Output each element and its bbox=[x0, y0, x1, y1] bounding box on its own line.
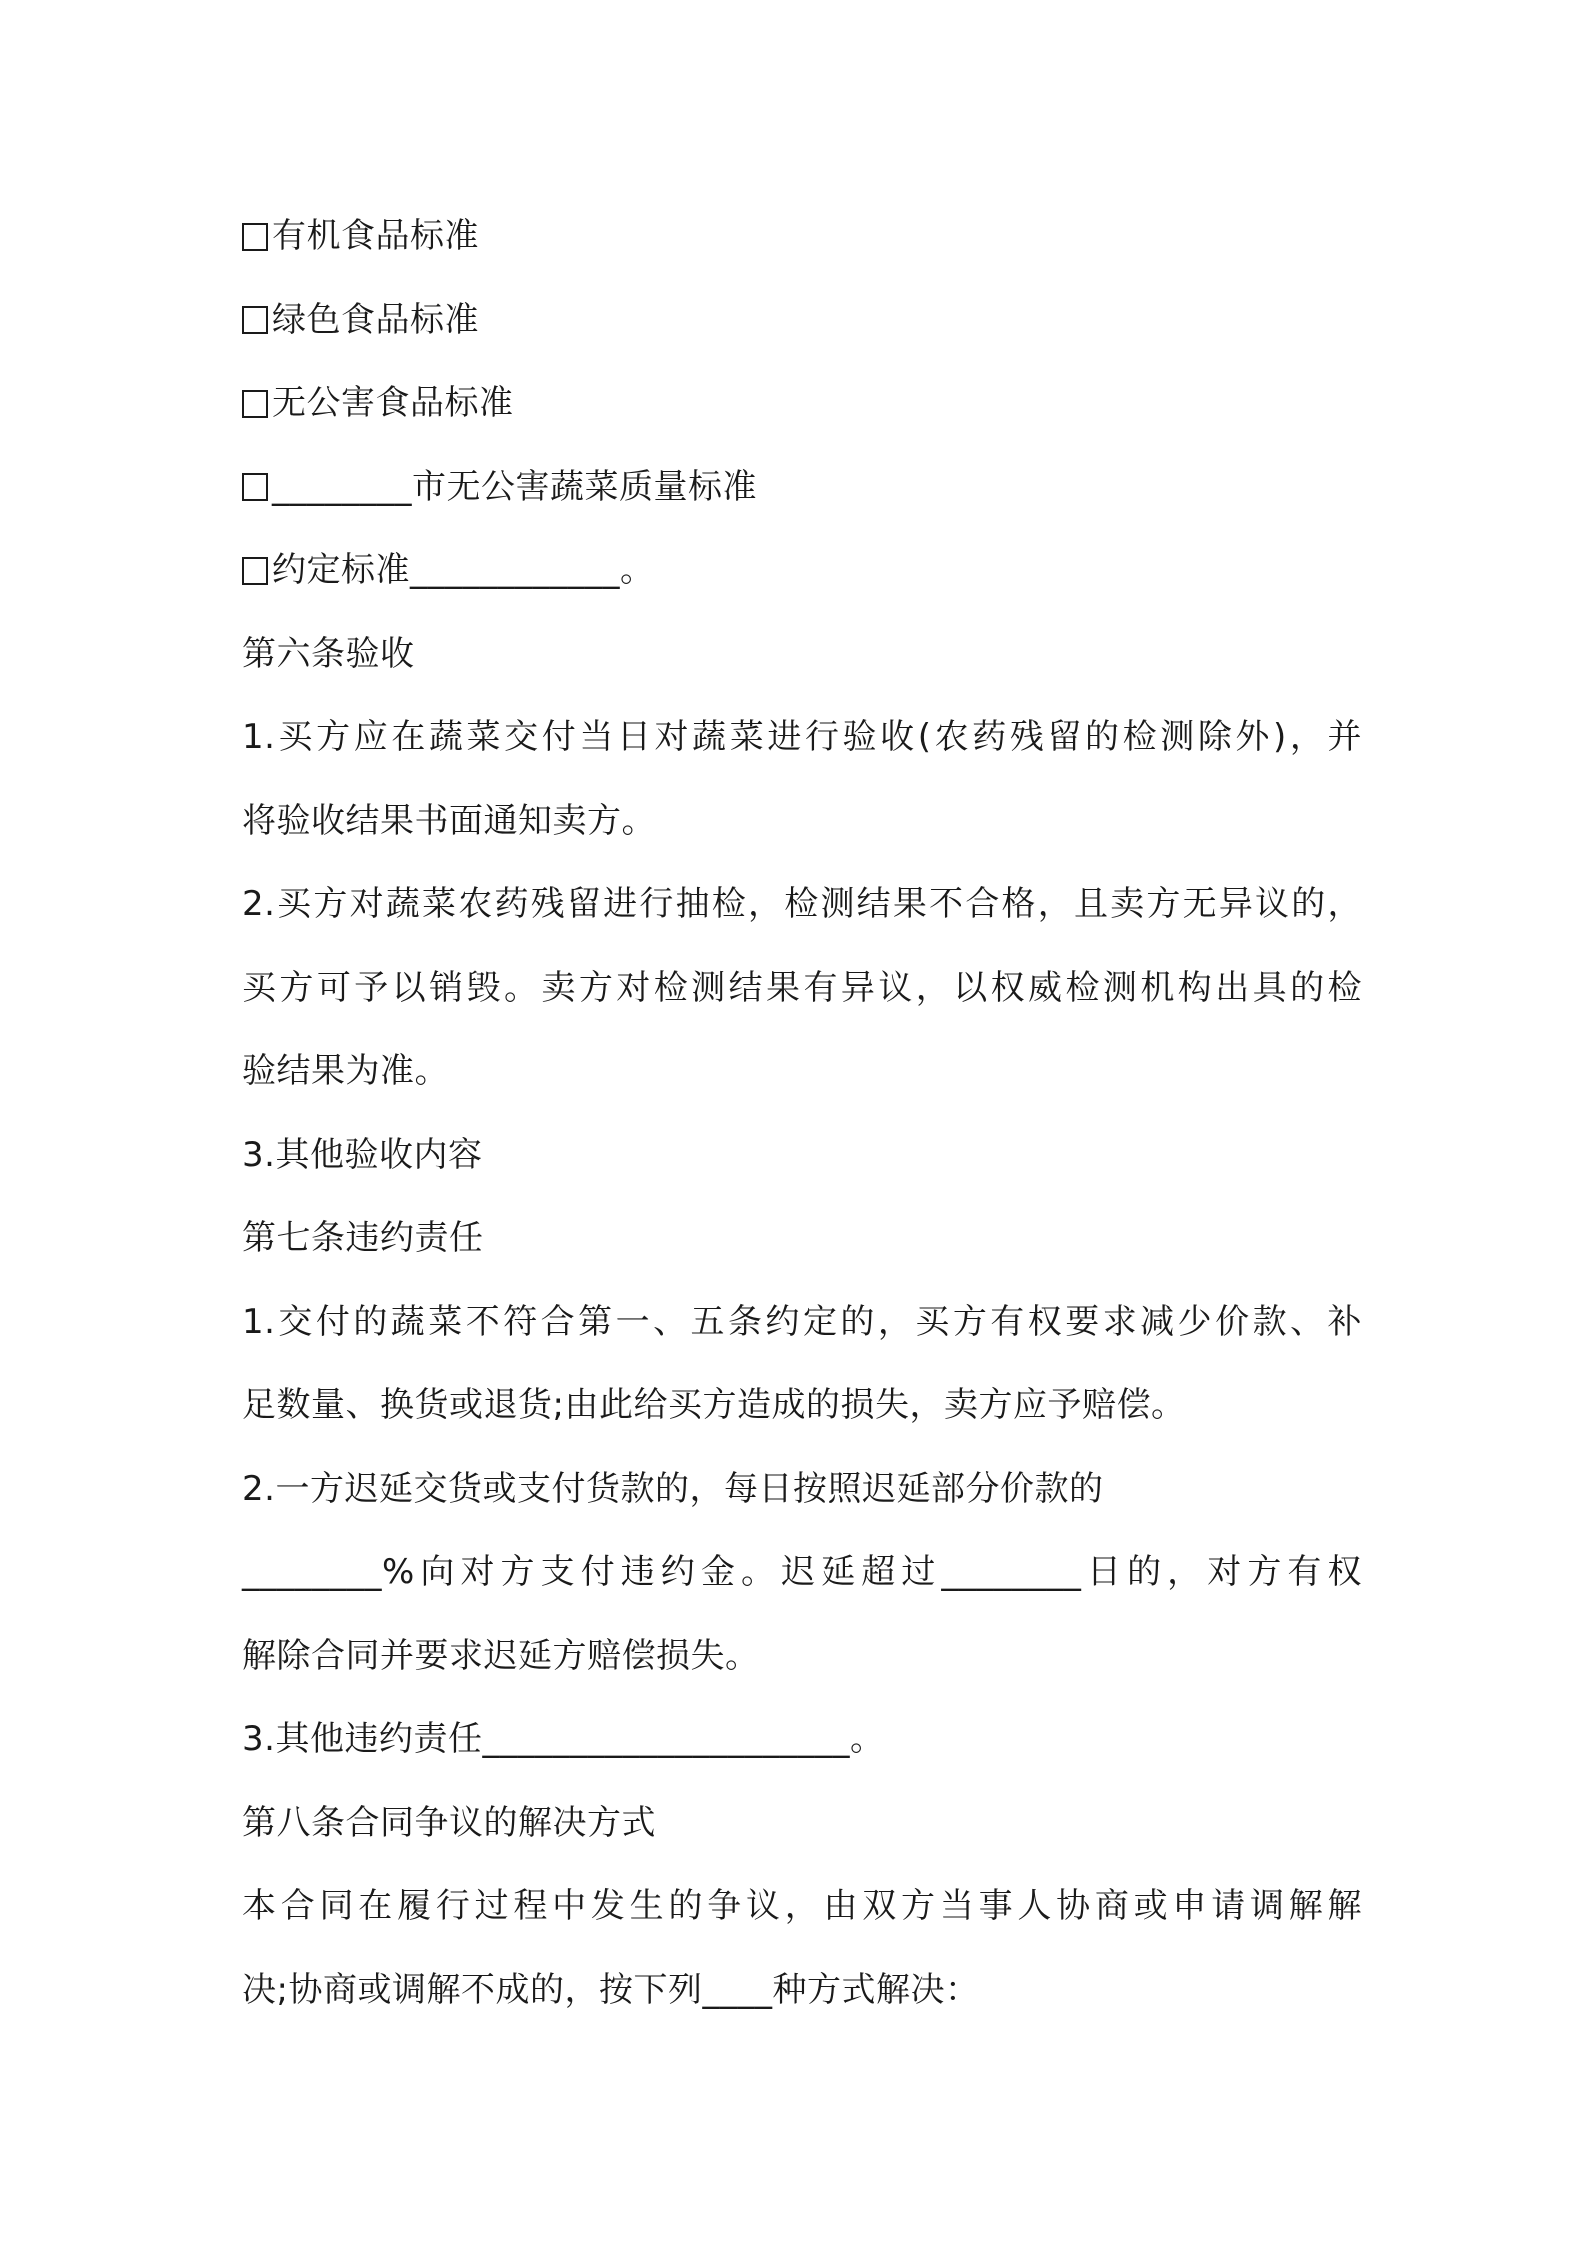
article7-paragraph2-line2: ________%向对方支付违约金。迟延超过________日的，对方有权 bbox=[242, 1552, 1362, 1592]
document-body bbox=[242, 195, 1362, 2032]
article8-paragraph1-line1: 本合同在履行过程中发生的争议，由双方当事人协商或申请调解解 bbox=[242, 1886, 1362, 1926]
checkbox-label: ________市无公害蔬菜质量标准 bbox=[272, 466, 757, 507]
article7-paragraph1-line1: 1.交付的蔬菜不符合第一、五条约定的，买方有权要求减少价款、补 bbox=[242, 1301, 1362, 1342]
article6-paragraph2-line2: 买方可予以销毁。卖方对检测结果有异议，以权威检测机构出具的检 bbox=[242, 967, 1362, 1008]
checkbox-icon[interactable] bbox=[242, 557, 268, 585]
checkbox-icon[interactable] bbox=[242, 306, 268, 334]
article6-paragraph1-line1: 1.买方应在蔬菜交付当日对蔬菜进行验收(农药残留的检测除外)，并 bbox=[242, 717, 1362, 757]
article6-paragraph1-line2: 将验收结果书面通知卖方。 bbox=[242, 800, 656, 841]
checkbox-label: 无公害食品标准 bbox=[272, 383, 514, 423]
checkbox-icon[interactable] bbox=[242, 473, 268, 501]
checkbox-icon[interactable] bbox=[242, 390, 268, 418]
checkbox-option-organic[interactable] bbox=[242, 195, 1362, 279]
checkbox-option-green[interactable] bbox=[242, 279, 1362, 363]
article8-heading: 第八条合同争议的解决方式 bbox=[242, 1802, 656, 1843]
article7-heading: 第七条违约责任 bbox=[242, 1218, 484, 1258]
checkbox-option-pollution-free[interactable] bbox=[242, 362, 1362, 446]
checkbox-label: 绿色食品标准 bbox=[272, 299, 479, 340]
article7-paragraph1-line2: 足数量、换货或退货;由此给买方造成的损失，卖方应予赔偿。 bbox=[242, 1385, 1186, 1425]
checkbox-label: 约定标准____________。 bbox=[272, 550, 655, 590]
article6-heading: 第六条验收 bbox=[242, 633, 415, 674]
article7-paragraph2-line1: 2.一方迟延交货或支付货款的，每日按照迟延部分价款的 bbox=[242, 1468, 1104, 1509]
checkbox-label: 有机食品标准 bbox=[272, 216, 479, 256]
article6-paragraph2-line1: 2.买方对蔬菜农药残留进行抽检，检测结果不合格，且卖方无异议的， bbox=[242, 884, 1362, 924]
article6-paragraph3: 3.其他验收内容 bbox=[242, 1134, 483, 1175]
checkbox-option-agreed-standard[interactable] bbox=[242, 529, 1362, 613]
article7-paragraph3: 3.其他违约责任_____________________。 bbox=[242, 1719, 885, 1759]
checkbox-option-city-standard[interactable] bbox=[242, 446, 1362, 530]
checkbox-icon[interactable] bbox=[242, 223, 268, 251]
article8-paragraph1-line2: 决;协商或调解不成的，按下列____种方式解决： bbox=[242, 1969, 980, 2010]
article6-paragraph2-line3: 验结果为准。 bbox=[242, 1051, 449, 1091]
article7-paragraph2-line3: 解除合同并要求迟延方赔偿损失。 bbox=[242, 1635, 760, 1676]
